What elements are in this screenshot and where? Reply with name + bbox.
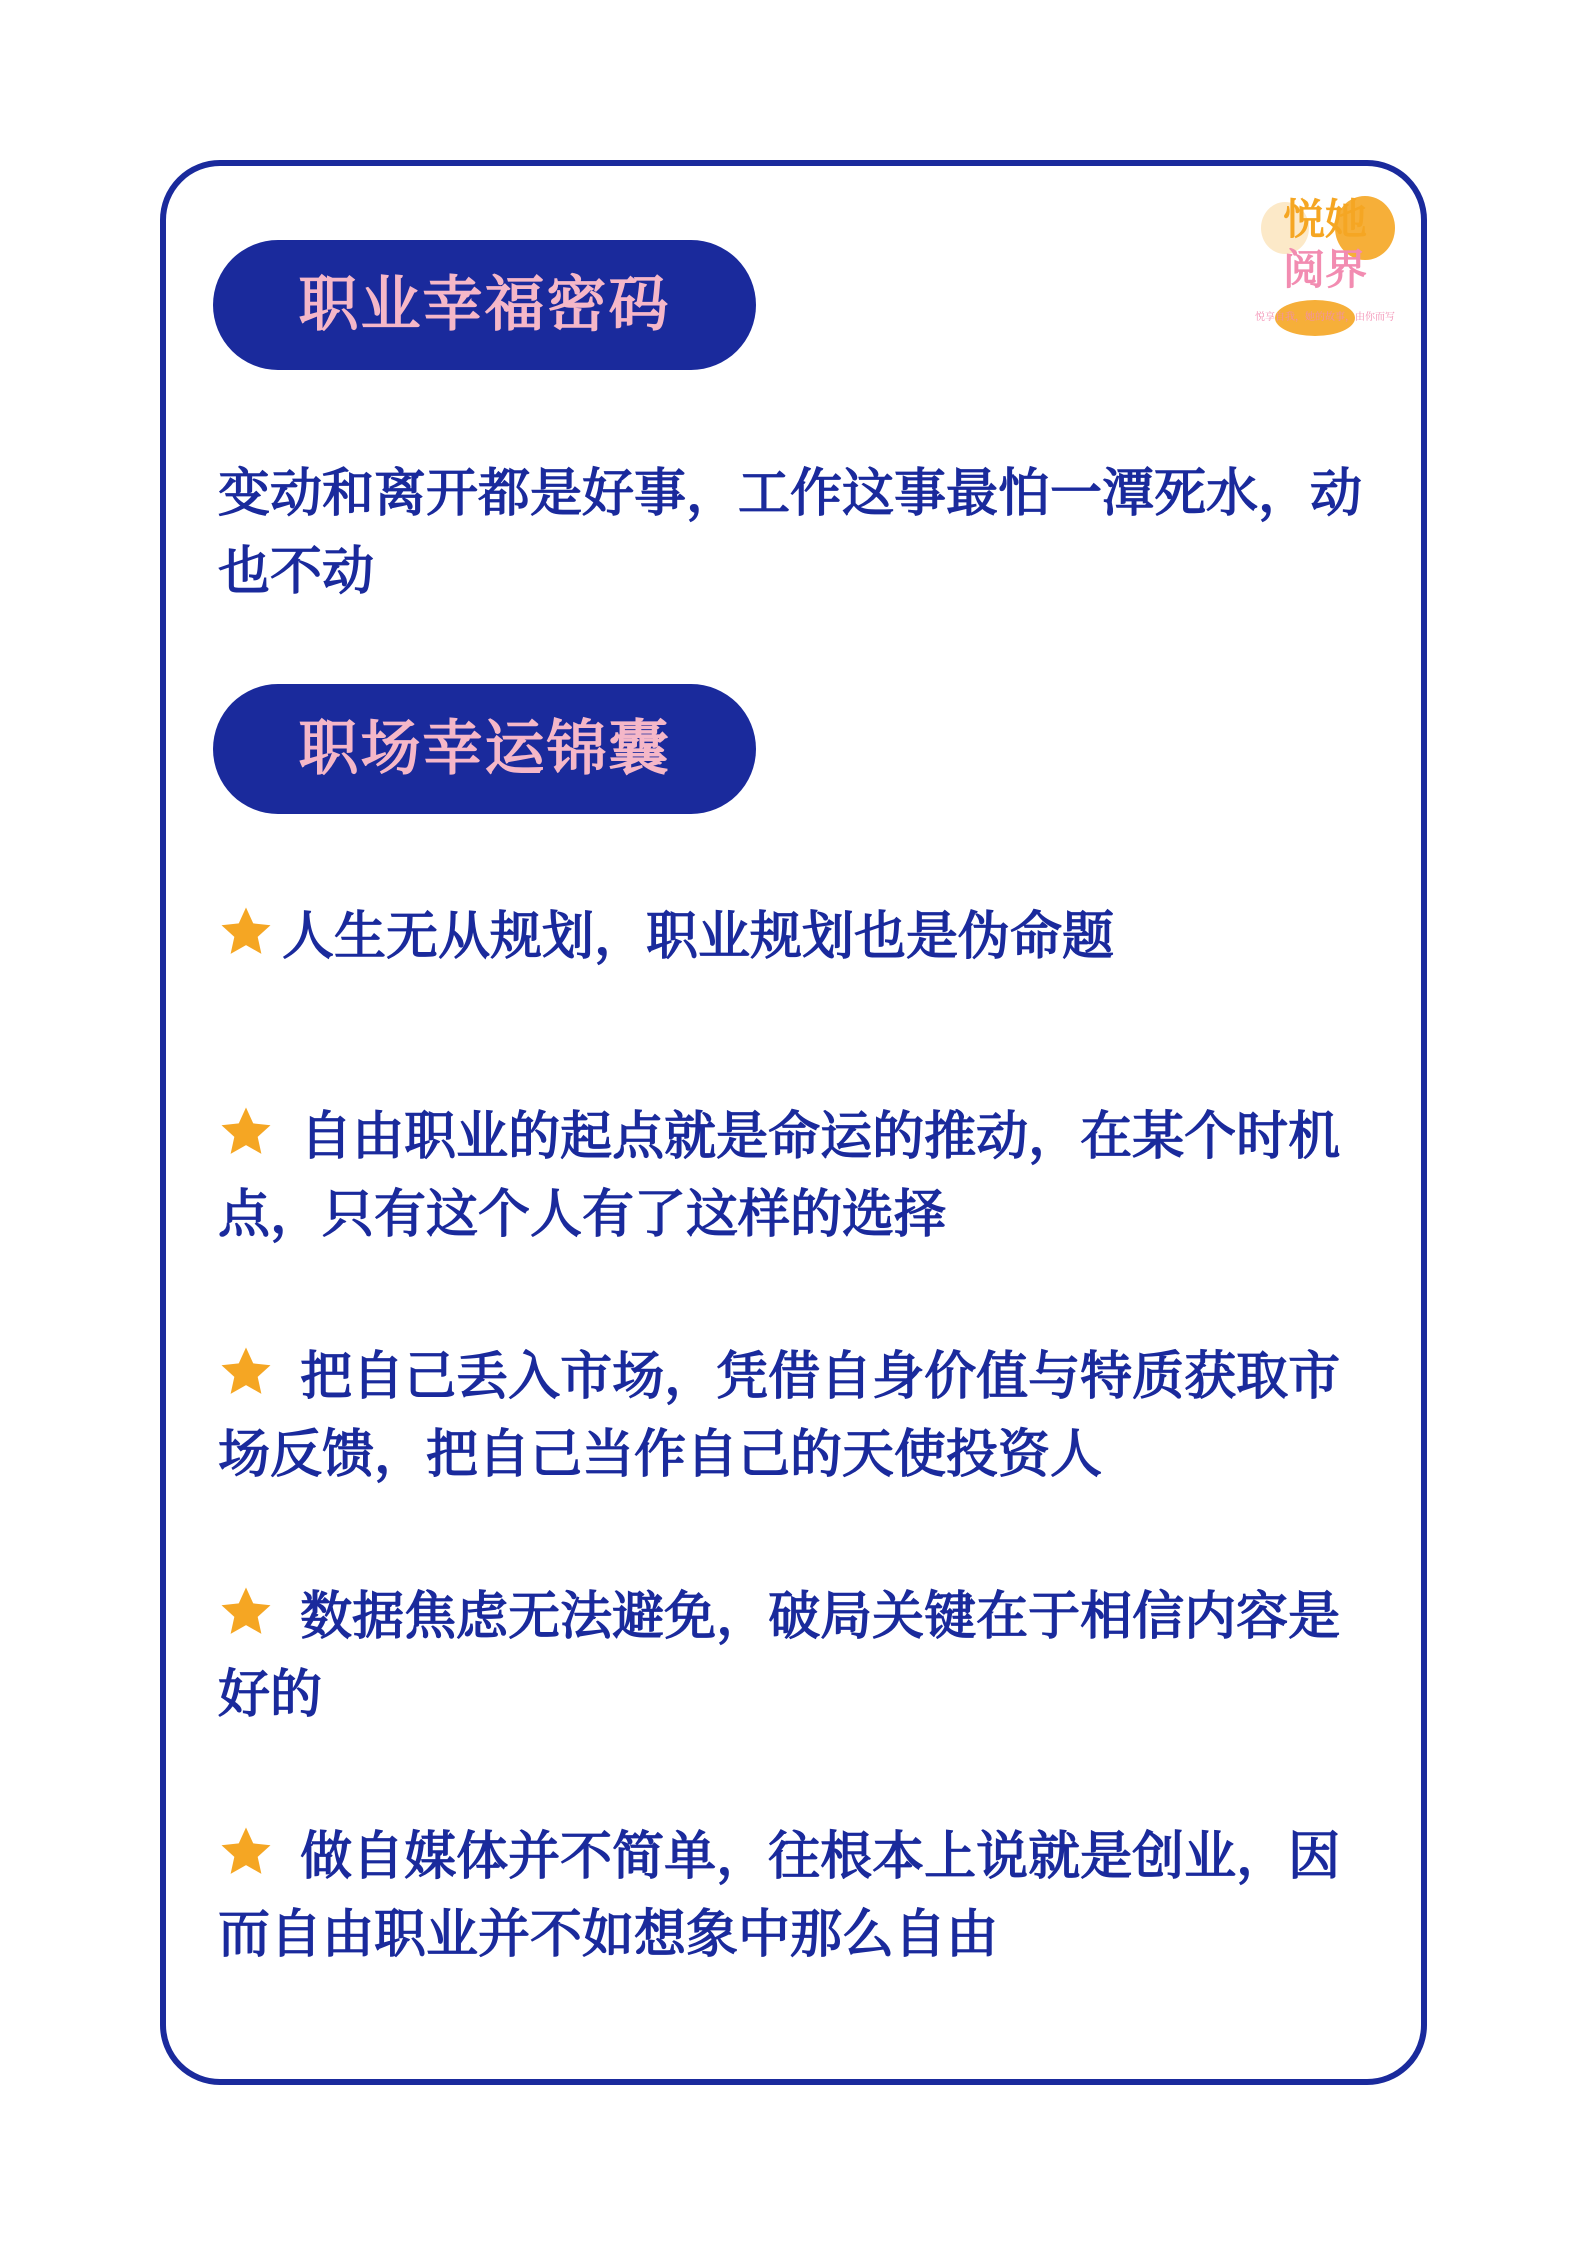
star-icon [218, 1344, 274, 1400]
brand-logo [1255, 188, 1395, 338]
star-icon [218, 1824, 274, 1880]
star-icon [218, 1584, 274, 1640]
star-icon [218, 904, 274, 960]
list-item [218, 1578, 1388, 1734]
list-item [218, 898, 1388, 976]
section1-heading: 职业幸福密码 [213, 240, 756, 370]
list-item [218, 1098, 1388, 1254]
list-item [218, 1338, 1388, 1494]
list-item-text: 做自媒体并不简单，往根本上说就是创业，因而自由职业并不如想象中那么自由 [218, 1827, 1341, 1965]
section2-heading: 职场幸运锦囊 [213, 684, 756, 814]
list-item-text: 把自己丢入市场，凭借自身价值与特质获取市场反馈，把自己当作自己的天使投资人 [218, 1347, 1341, 1485]
star-icon [218, 1104, 274, 1160]
logo-line2: 阅界 [1282, 245, 1367, 294]
list-item [218, 1818, 1388, 1974]
logo-line1: 悦她 [1282, 195, 1367, 244]
logo-tagline: 悦享自我，她的故事，由你而写 [1255, 312, 1395, 323]
list-item-text: 自由职业的起点就是命运的推动，在某个时机点，只有这个人有了这样的选择 [218, 1107, 1341, 1245]
list-item-text: 数据焦虑无法避免，破局关键在于相信内容是好的 [218, 1587, 1341, 1725]
list-item-text: 人生无从规划，职业规划也是伪命题 [282, 907, 1115, 967]
section1-text: 变动和离开都是好事，工作这事最怕一潭死水，动也不动 [218, 464, 1363, 602]
